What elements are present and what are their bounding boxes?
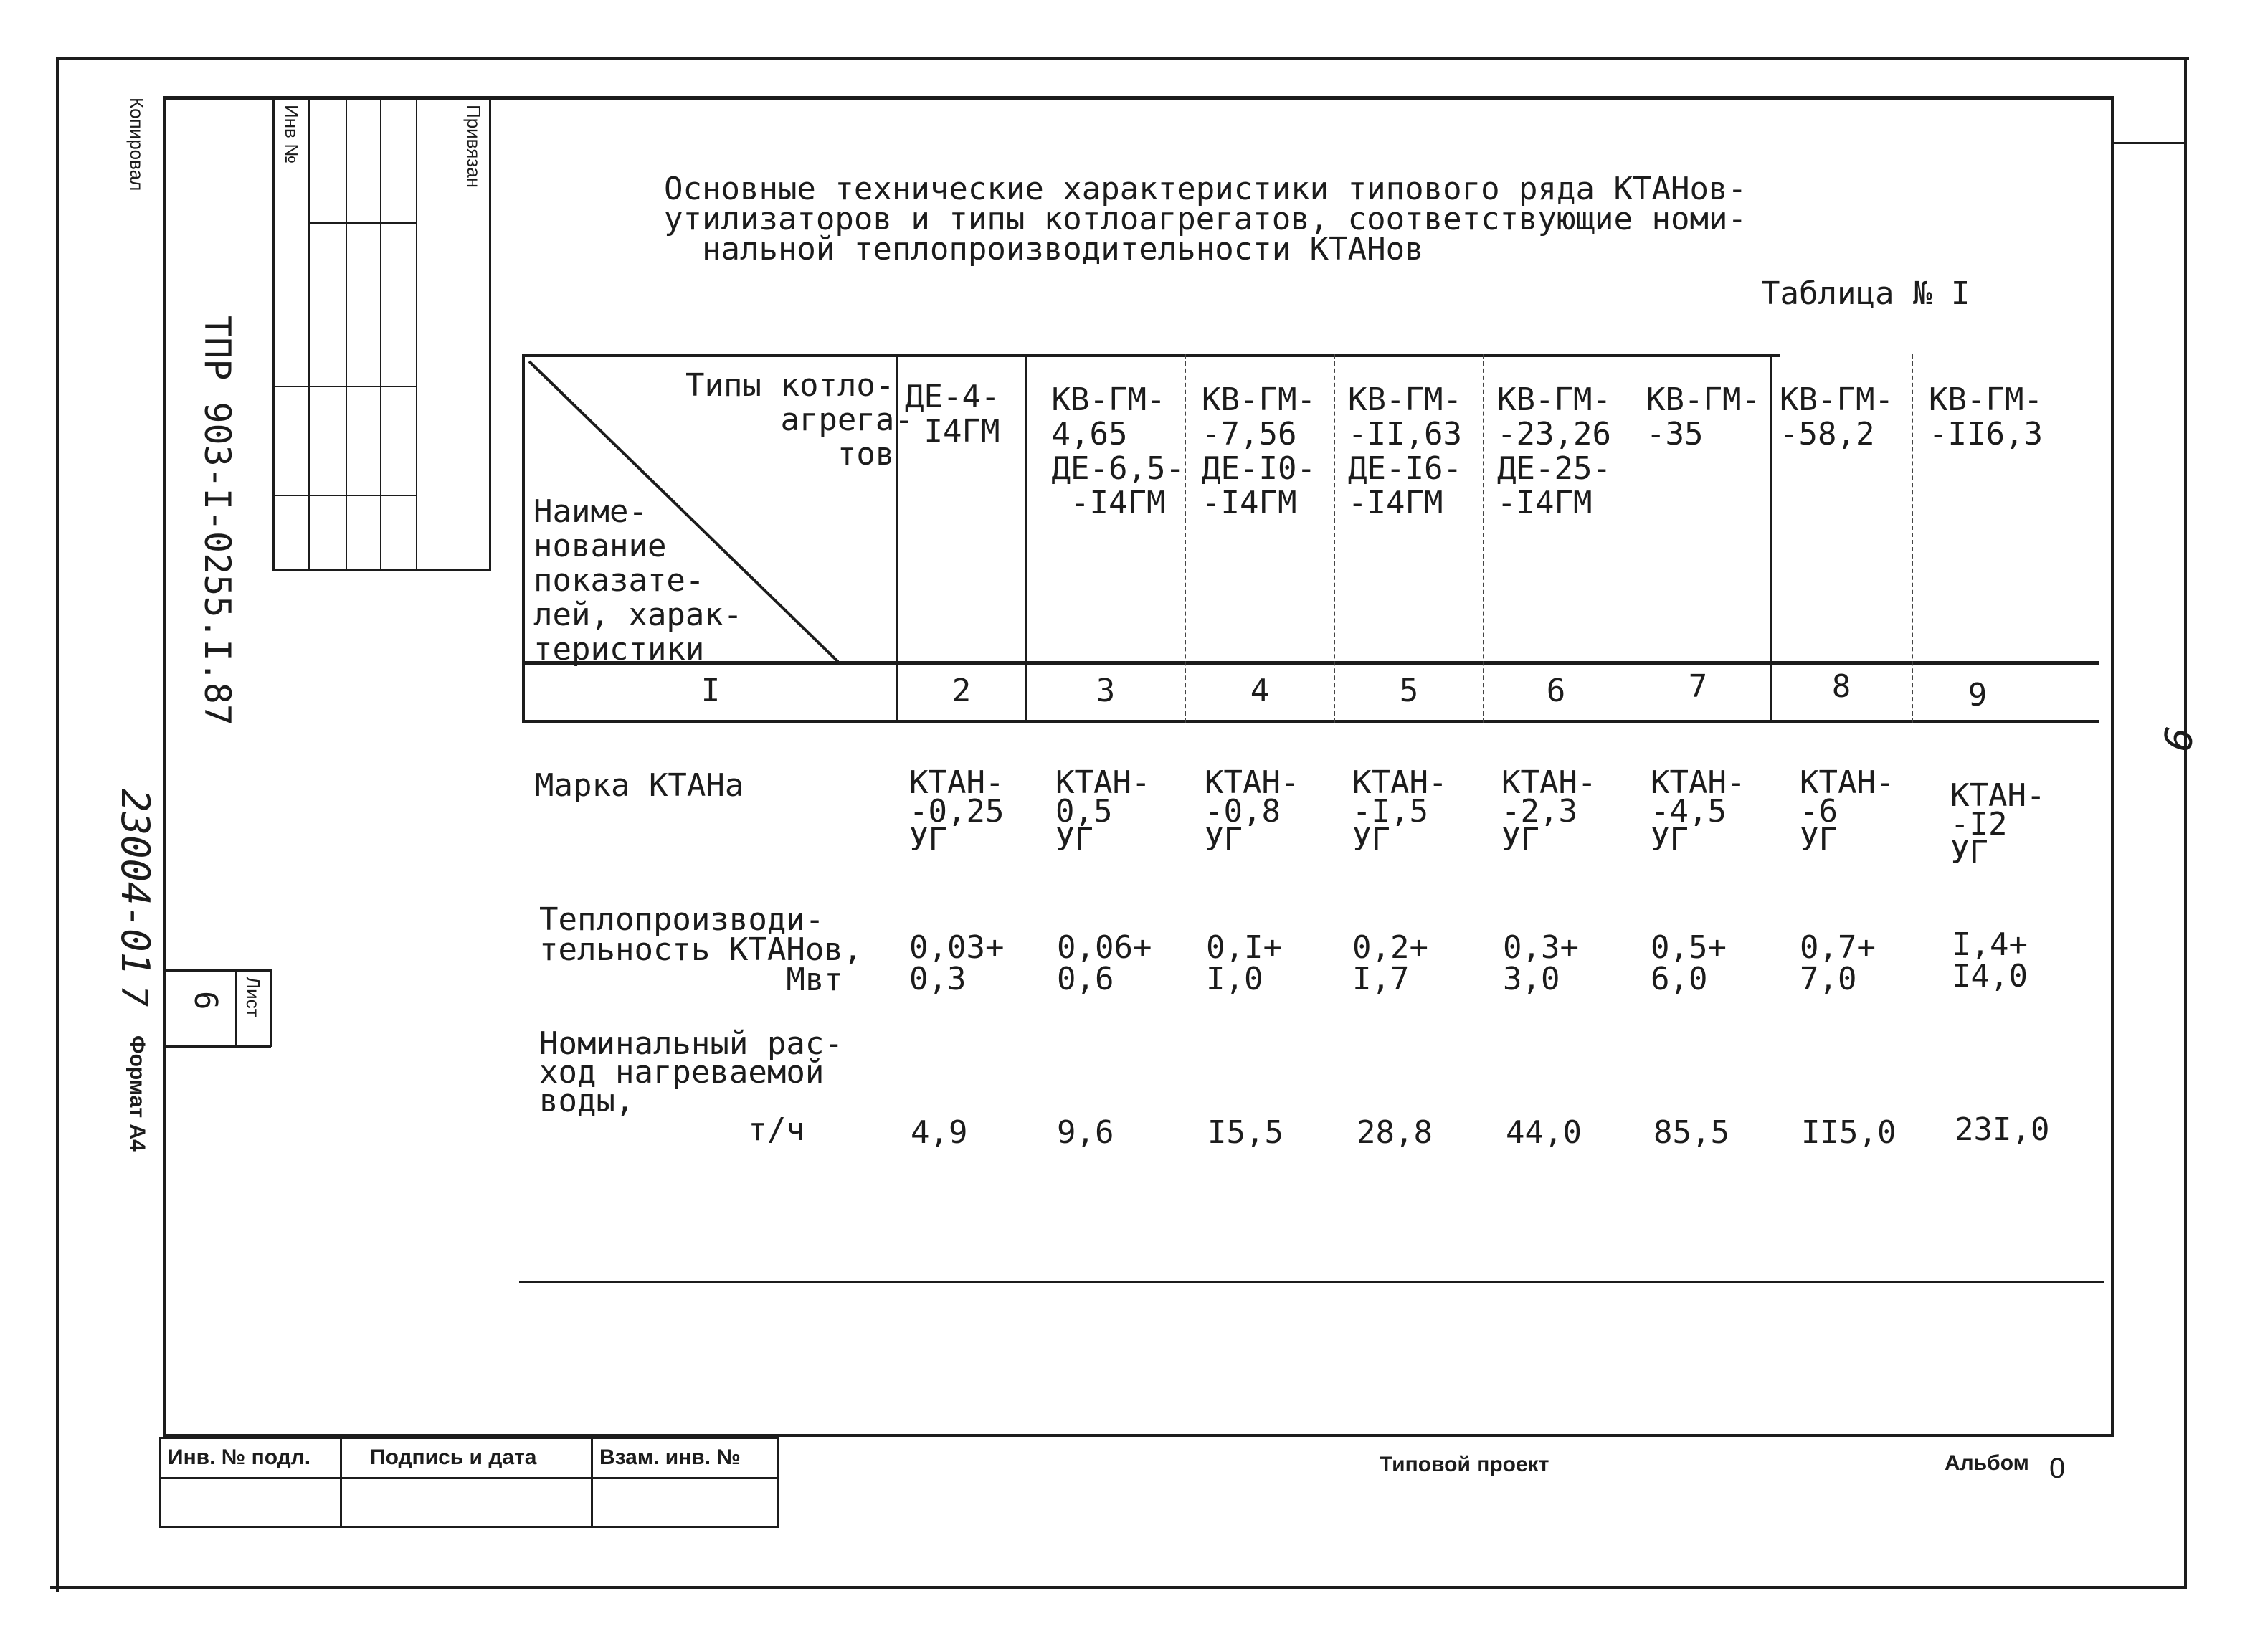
title-line-3: нальной теплопроизводительности КТАНов xyxy=(664,231,1424,267)
heat-output-col-5: 0,2+ I,7 xyxy=(1352,929,1428,997)
ktan-brand-col-9: КТАН- -I2 УГ xyxy=(1950,777,2046,871)
bottom-stamp-div-1 xyxy=(340,1437,342,1527)
outer-frame-right xyxy=(2184,57,2187,1588)
ktan-brand-col-2: КТАН- -0,25 УГ xyxy=(909,764,1005,858)
header-boiler-types-label: Типы котло- агрега- тов xyxy=(685,367,913,473)
sheet-box-divider xyxy=(235,969,237,1047)
col-number-7: 7 xyxy=(1688,668,1708,705)
outer-frame-left xyxy=(56,57,59,1592)
heat-output-col-3: 0,06+ 0,6 xyxy=(1057,929,1152,997)
heat-output-col-8: 0,7+ 7,0 xyxy=(1800,929,1876,997)
format-label: Формат А4 xyxy=(125,1035,149,1152)
heat-output-col-6: 0,3+ 3,0 xyxy=(1503,929,1579,997)
stamp-box-bottom xyxy=(272,569,490,571)
col-div-3 xyxy=(1185,354,1186,723)
col-number-3: 3 xyxy=(1096,673,1116,709)
copied-label: Копировал xyxy=(126,98,148,191)
stamp-row-1 xyxy=(308,222,417,224)
stamp-col-4 xyxy=(416,98,417,571)
ktan-brand-col-7: КТАН- -4,5 УГ xyxy=(1651,764,1746,858)
col-number-5: 5 xyxy=(1399,673,1419,709)
boiler-type-col-6: КВ-ГМ- -23,26 ДЕ-25- -I4ГМ xyxy=(1497,381,1611,521)
heat-output-col-4: 0,I+ I,0 xyxy=(1206,929,1282,997)
stamp-col-2 xyxy=(346,98,347,571)
stamp-row-2 xyxy=(272,386,417,387)
col-div-5 xyxy=(1483,354,1484,723)
typical-project-label: Типовой проект xyxy=(1380,1453,1549,1476)
col-number-2: 2 xyxy=(951,673,972,709)
bottom-stamp-mid xyxy=(159,1477,779,1479)
row-label-ktan-brand: Марка КТАНа xyxy=(535,767,744,804)
water-flow-col-8: II5,0 xyxy=(1801,1114,1897,1151)
stamp-row-3 xyxy=(272,495,417,496)
stamp-box-right xyxy=(489,98,491,571)
sheet-number: 6 xyxy=(187,991,224,1010)
col-number-4: 4 xyxy=(1250,673,1270,709)
stamp-seven: 7 xyxy=(113,985,155,1007)
col-div-2 xyxy=(1025,354,1027,723)
col-number-6: 6 xyxy=(1546,673,1566,709)
ktan-brand-col-8: КТАН- -6 УГ xyxy=(1800,764,1895,858)
inner-frame-left xyxy=(163,96,166,1437)
album-label: Альбом xyxy=(1945,1451,2029,1475)
table-end-line xyxy=(519,1281,2104,1283)
title-line-2: утилизаторов и типы котлоагрегатов, соответствующие номи- xyxy=(664,201,1747,237)
row-label-water-flow: Номинальный рас- ход нагреваемой воды, т/ч xyxy=(539,1025,843,1148)
sheet-box-right xyxy=(270,969,272,1047)
bottom-stamp-right xyxy=(777,1437,779,1527)
col-number-9: 9 xyxy=(1968,677,1988,713)
right-margin-mark: 9 xyxy=(2153,724,2202,755)
row-label-heat-output: Теплопроизводи- тельность КТАНов, Мвт xyxy=(539,901,863,998)
col-div-6 xyxy=(1770,354,1772,723)
stamp-box-left xyxy=(272,98,275,571)
bottom-stamp-left xyxy=(159,1437,161,1527)
col-number-8: 8 xyxy=(1831,668,1851,705)
sheet-box-top xyxy=(163,969,271,972)
inner-frame-right xyxy=(2111,96,2114,1437)
water-flow-col-5: 28,8 xyxy=(1357,1114,1433,1151)
outer-frame-bottom xyxy=(50,1586,2187,1589)
boiler-type-col-4: КВ-ГМ- -7,56 ДЕ-I0- -I4ГМ xyxy=(1202,381,1316,521)
title-line-1: Основные технические характеристики типового ряда КТАНов- xyxy=(664,171,1747,207)
inventory-label: Инв № xyxy=(281,105,303,163)
ktan-brand-col-4: КТАН- -0,8 УГ xyxy=(1205,764,1300,858)
heat-output-col-7: 0,5+ 6,0 xyxy=(1651,929,1727,997)
vzam-inv-label: Взам. инв. № xyxy=(599,1446,741,1469)
boiler-type-col-5: КВ-ГМ- -II,63 ДЕ-I6- -I4ГМ xyxy=(1348,381,1462,521)
boiler-type-col-2: ДЕ-4- I4ГМ xyxy=(905,379,1000,450)
water-flow-col-3: 9,6 xyxy=(1057,1114,1114,1151)
header-indicator-label: Наиме- нование показате- лей, харак- теристики xyxy=(533,493,743,668)
water-flow-col-9: 23I,0 xyxy=(1955,1111,2050,1148)
bound-label: Привязан xyxy=(463,105,485,189)
sheet-label: Лист xyxy=(242,977,264,1017)
ktan-brand-col-5: КТАН- -I,5 УГ xyxy=(1352,764,1448,858)
boiler-type-col-3: КВ-ГМ- 4,65 ДЕ-6,5- -I4ГМ xyxy=(1051,381,1185,521)
heat-output-col-9: I,4+ I4,0 xyxy=(1952,926,2028,994)
sign-date-label: Подпись и дата xyxy=(370,1446,537,1469)
album-number: 0 xyxy=(2049,1453,2066,1484)
stamp-number: 23004-01 xyxy=(113,789,158,976)
boiler-type-col-7: КВ-ГМ- -35 xyxy=(1646,381,1760,452)
boiler-type-col-8: КВ-ГМ- -58,2 xyxy=(1780,381,1894,452)
stamp-col-3 xyxy=(380,98,381,571)
numbers-bottom xyxy=(522,720,2099,723)
inv-podl-label: Инв. № подл. xyxy=(168,1446,311,1469)
right-margin-divider xyxy=(2111,142,2185,144)
bottom-stamp-top xyxy=(159,1437,779,1439)
water-flow-col-2: 4,9 xyxy=(911,1114,968,1151)
heat-output-col-2: 0,03+ 0,3 xyxy=(909,929,1005,997)
table-label: Таблица № I xyxy=(1761,275,1970,312)
col-div-4 xyxy=(1334,354,1335,723)
document-code: ТПР 903-I-0255.I.87 xyxy=(196,315,238,726)
col-div-7 xyxy=(1912,354,1913,723)
water-flow-col-7: 85,5 xyxy=(1653,1114,1729,1151)
boiler-type-col-9: КВ-ГМ- -II6,3 xyxy=(1929,381,2043,452)
outer-frame-top xyxy=(56,57,2189,60)
water-flow-col-6: 44,0 xyxy=(1506,1114,1582,1151)
ktan-brand-col-3: КТАН- 0,5 УГ xyxy=(1055,764,1151,858)
bottom-stamp-div-2 xyxy=(591,1437,593,1527)
bottom-stamp-bottom xyxy=(159,1526,779,1528)
inner-frame-top xyxy=(163,96,2114,100)
col-number-1: I xyxy=(701,673,721,709)
water-flow-col-4: I5,5 xyxy=(1207,1114,1283,1151)
ktan-brand-col-6: КТАН- -2,3 УГ xyxy=(1501,764,1597,858)
sheet-box-bottom xyxy=(163,1045,271,1048)
stamp-col-1 xyxy=(308,98,310,571)
